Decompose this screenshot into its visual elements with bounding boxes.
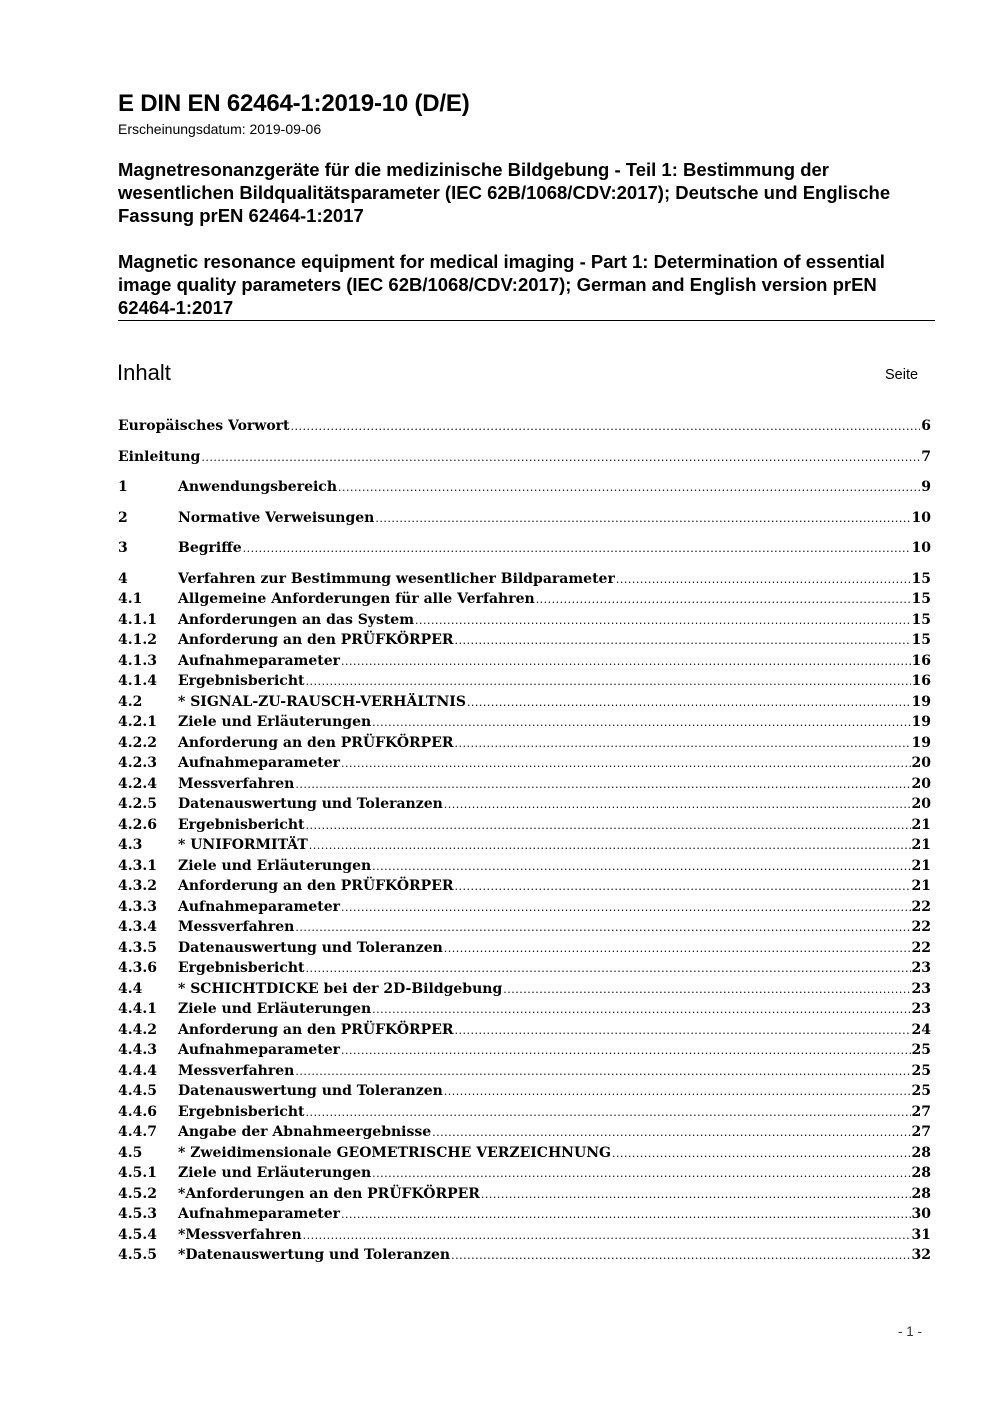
toc-dot-leader <box>303 1227 911 1243</box>
toc-entry-title: *Anforderungen an den PRÜFKÖRPER <box>178 1185 480 1202</box>
toc-entry[interactable] <box>118 1083 931 1103</box>
toc-entry[interactable] <box>118 940 931 960</box>
toc-entry-page: 19 <box>911 693 931 710</box>
toc-entry-number: 4.1.2 <box>118 632 157 648</box>
toc-entry-page: 31 <box>911 1226 931 1243</box>
toc-dot-leader <box>341 755 911 771</box>
toc-entry-page: 21 <box>911 878 931 894</box>
toc-entry-title: Ziele und Erläuterungen <box>178 1001 372 1017</box>
toc-entry-title: *Datenauswertung und Toleranzen <box>178 1247 451 1263</box>
toc-entry-page: 15 <box>911 591 931 607</box>
toc-entry-number: 4.2.3 <box>118 755 157 771</box>
toc-dot-leader <box>201 449 920 465</box>
toc-entry-number: 4.3.4 <box>118 919 157 935</box>
toc-entry-number: 3 <box>118 540 128 556</box>
toc-dot-leader <box>305 817 910 833</box>
toc-entry[interactable] <box>118 858 931 878</box>
publication-date: Erscheinungsdatum: 2019-09-06 <box>118 121 322 137</box>
toc-dot-leader <box>372 858 910 874</box>
toc-dot-leader <box>295 776 910 792</box>
toc-entry-page: 16 <box>911 673 931 689</box>
toc-entry-title: * SCHICHTDICKE bei der 2D-Bildgebung <box>178 980 503 997</box>
toc-entry-number: 4.5.4 <box>118 1226 157 1243</box>
toc-entry-title: Einleitung <box>118 448 201 465</box>
toc-entry-title: Ergebnisbericht <box>178 673 305 689</box>
toc-dot-leader <box>341 1042 911 1058</box>
toc-entry-title: Anforderungen an das System <box>178 611 415 628</box>
toc-entry-title: Aufnahmeparameter <box>178 1206 340 1222</box>
toc-dot-leader <box>612 1145 911 1161</box>
toc-dot-leader <box>309 837 911 853</box>
toc-entry-page: 15 <box>911 632 931 648</box>
toc-entry-number: 4.4.3 <box>118 1042 157 1058</box>
toc-dot-leader <box>481 1186 911 1202</box>
toc-dot-leader <box>291 418 921 434</box>
toc-dot-leader <box>415 612 911 628</box>
toc-dot-leader <box>455 1022 911 1038</box>
toc-entry[interactable] <box>118 960 931 980</box>
toc-entry[interactable] <box>118 714 931 734</box>
toc-entry-page: 22 <box>911 919 931 935</box>
toc-entry-title: Ziele und Erläuterungen <box>178 714 372 730</box>
toc-dot-leader <box>444 1083 911 1099</box>
title-english: Magnetic resonance equipment for medical imaging - Part 1: Determination of essential image quality parameters (IEC 62B/1068/CDV:2017); German and English version prEN 62464-1:2017 <box>118 251 885 318</box>
toc-entry[interactable] <box>118 510 931 530</box>
title-german: Magnetresonanzgeräte für die medizinische Bildgebung - Teil 1: Bestimmung der wesentlichen Bildqualitätsparameter (IEC 62B/1068/CDV:2017); Deutsche und Englische Fassung prEN 62464-1:2017 <box>118 159 891 226</box>
toc-entry-title: Begriffe <box>178 540 242 556</box>
toc-dot-leader <box>305 960 910 976</box>
toc-entry-title: Datenauswertung und Toleranzen <box>178 939 443 956</box>
toc-entry-page: 10 <box>911 509 931 526</box>
toc-entry-number: 4.5.1 <box>118 1165 157 1181</box>
toc-entry[interactable] <box>118 919 931 939</box>
toc-entry-number: 4.4.2 <box>118 1021 157 1038</box>
toc-entry[interactable] <box>118 899 931 919</box>
toc-entry-number: 1 <box>118 479 128 495</box>
toc-entry-title: Ziele und Erläuterungen <box>178 857 372 874</box>
toc-entry-title: * UNIFORMITÄT <box>178 837 308 853</box>
toc-entry-title: * SIGNAL-ZU-RAUSCH-VERHÄLTNIS <box>178 693 466 710</box>
toc-entry-page: 27 <box>911 1103 931 1120</box>
toc-entry[interactable] <box>118 612 931 632</box>
toc-entry-number: 4.2.6 <box>118 816 157 833</box>
toc-entry-page: 15 <box>911 570 931 587</box>
toc-entry-number: 4.5.3 <box>118 1206 157 1222</box>
toc-entry-title: Messverfahren <box>178 1062 295 1079</box>
toc-entry-title: Datenauswertung und Toleranzen <box>178 1083 443 1099</box>
toc-entry-number: 4.3.1 <box>118 857 157 874</box>
toc-entry-page: 20 <box>911 775 931 792</box>
toc-entry-page: 20 <box>911 796 931 812</box>
toc-entry-number: 4.2 <box>118 693 143 710</box>
toc-entry-page: 7 <box>921 448 931 465</box>
toc-entry[interactable] <box>118 673 931 693</box>
toc-entry-title: Normative Verweisungen <box>178 509 375 526</box>
toc-entry-number: 4.1.1 <box>118 611 157 628</box>
toc-entry-page: 22 <box>911 898 931 915</box>
toc-entry[interactable] <box>118 1206 931 1226</box>
toc-dot-leader <box>338 479 920 495</box>
document-id: E DIN EN 62464-1:2019-10 (D/E) <box>118 90 470 117</box>
toc-dot-leader <box>536 591 911 607</box>
toc-dot-leader <box>444 940 911 956</box>
toc-dot-leader <box>432 1124 910 1140</box>
toc-dot-leader <box>243 540 911 556</box>
toc-entry-title: Messverfahren <box>178 775 295 792</box>
toc-entry-title: Verfahren zur Bestimmung wesentlicher Bildparameter <box>178 570 615 587</box>
toc-entry-number: 4.1.3 <box>118 652 157 669</box>
toc-entry-title: Aufnahmeparameter <box>178 898 340 915</box>
toc-entry-title: Aufnahmeparameter <box>178 755 340 771</box>
toc-entry-number: 4.4.5 <box>118 1083 157 1099</box>
toc-entry-title: Ergebnisbericht <box>178 816 305 833</box>
toc-entry[interactable] <box>118 1022 931 1042</box>
toc-entry[interactable] <box>118 878 931 898</box>
toc-entry-number: 4.4.1 <box>118 1001 157 1017</box>
toc-entry-page: 20 <box>911 755 931 771</box>
toc-entry-number: 4.2.5 <box>118 796 157 812</box>
toc-entry-title: Anforderung an den PRÜFKÖRPER <box>178 632 454 648</box>
toc-dot-leader <box>295 919 910 935</box>
toc-entry[interactable] <box>118 1063 931 1083</box>
toc-dot-leader <box>455 632 911 648</box>
toc-dot-leader <box>372 1165 910 1181</box>
toc-entry-page: 25 <box>911 1083 931 1099</box>
toc-entry-title: Angabe der Abnahmeergebnisse <box>178 1124 432 1140</box>
toc-entry-page: 28 <box>911 1185 931 1202</box>
toc-entry-page: 25 <box>911 1042 931 1058</box>
toc-entry[interactable] <box>118 755 931 775</box>
toc-entry-number: 2 <box>118 509 128 526</box>
toc-entry[interactable] <box>118 735 931 755</box>
toc-entry[interactable] <box>118 1124 931 1144</box>
toc-entry-page: 23 <box>911 980 931 997</box>
toc-entry[interactable] <box>118 694 931 714</box>
toc-dot-leader <box>305 1104 910 1120</box>
toc-entry-number: 4.3.6 <box>118 960 157 976</box>
toc-entry-title: Ziele und Erläuterungen <box>178 1165 372 1181</box>
toc-dot-leader <box>503 981 910 997</box>
toc-entry[interactable] <box>118 540 931 560</box>
toc-dot-leader <box>372 1001 910 1017</box>
toc-entry-title: Anforderung an den PRÜFKÖRPER <box>178 734 454 751</box>
toc-entry[interactable] <box>118 418 931 438</box>
toc-entry-page: 9 <box>921 479 931 495</box>
toc-entry-page: 21 <box>911 857 931 874</box>
toc-entry-page: 32 <box>911 1247 931 1263</box>
toc-entry-title: Anwendungsbereich <box>178 479 337 495</box>
toc-entry-page: 21 <box>911 837 931 853</box>
toc-entry[interactable] <box>118 1186 931 1206</box>
toc-entry-number: 4.1.4 <box>118 673 157 689</box>
toc-dot-leader <box>372 714 910 730</box>
toc-entry[interactable] <box>118 1104 931 1124</box>
toc-entry[interactable] <box>118 653 931 673</box>
toc-entry[interactable] <box>118 837 931 857</box>
toc-entry-page: 23 <box>911 1001 931 1017</box>
toc-entry-number: 4.4 <box>118 980 143 997</box>
toc-entry-page: 10 <box>911 540 931 556</box>
toc-entry[interactable] <box>118 1042 931 1062</box>
toc-entry-page: 27 <box>911 1124 931 1140</box>
toc-entry-title: Europäisches Vorwort <box>118 418 290 434</box>
toc-entry-number: 4.3.3 <box>118 898 157 915</box>
toc-entry-number: 4.2.1 <box>118 714 157 730</box>
toc-dot-leader <box>444 796 911 812</box>
toc-dot-leader <box>341 1206 911 1222</box>
toc-entry[interactable] <box>118 1001 931 1021</box>
toc-entry[interactable] <box>118 632 931 652</box>
toc-dot-leader <box>455 735 911 751</box>
toc-entry-number: 4.3 <box>118 837 143 853</box>
toc-entry[interactable] <box>118 449 931 469</box>
toc-entry-page: 19 <box>911 734 931 751</box>
toc-entry-title: Aufnahmeparameter <box>178 652 340 669</box>
toc-dot-leader <box>341 899 911 915</box>
toc-dot-leader <box>451 1247 910 1263</box>
toc-entry-number: 4.5.5 <box>118 1247 157 1263</box>
toc-entry[interactable] <box>118 1145 931 1165</box>
toc-entry-number: 4.5 <box>118 1144 143 1161</box>
toc-dot-leader <box>616 571 911 587</box>
toc-entry-number: 4.5.2 <box>118 1185 157 1202</box>
toc-entry-title: Messverfahren <box>178 919 295 935</box>
toc-dot-leader <box>375 510 910 526</box>
toc-entry-page: 23 <box>911 960 931 976</box>
toc-entry-page: 28 <box>911 1144 931 1161</box>
toc-entry-number: 4.2.4 <box>118 775 157 792</box>
toc-entry-page: 21 <box>911 816 931 833</box>
toc-entry-title: *Messverfahren <box>178 1226 302 1243</box>
toc-dot-leader <box>341 653 911 669</box>
toc-entry-page: 25 <box>911 1062 931 1079</box>
toc-entry[interactable] <box>118 479 931 499</box>
toc-entry[interactable] <box>118 591 931 611</box>
toc-entry-page: 28 <box>911 1165 931 1181</box>
toc-dot-leader <box>295 1063 910 1079</box>
toc-entry-page: 19 <box>911 714 931 730</box>
toc-entry[interactable] <box>118 776 931 796</box>
toc-entry[interactable] <box>118 981 931 1001</box>
toc-entry-title: Ergebnisbericht <box>178 1103 305 1120</box>
toc-dot-leader <box>455 878 911 894</box>
toc-entry-number: 4.2.2 <box>118 734 157 751</box>
header-divider <box>118 320 935 321</box>
toc-entry-number: 4.1 <box>118 591 143 607</box>
toc-entry-page: 16 <box>911 652 931 669</box>
toc-entry-page: 22 <box>911 939 931 956</box>
toc-entry-number: 4.3.5 <box>118 939 157 956</box>
toc-heading: Inhalt <box>117 360 171 385</box>
toc-entry[interactable] <box>118 1227 931 1247</box>
toc-entry-title: Anforderung an den PRÜFKÖRPER <box>178 878 454 894</box>
toc-entry-title: Anforderung an den PRÜFKÖRPER <box>178 1021 454 1038</box>
toc-entry[interactable] <box>118 817 931 837</box>
toc-entry[interactable] <box>118 1165 931 1185</box>
toc-entry-page: 30 <box>911 1206 931 1222</box>
toc-entry-title: Allgemeine Anforderungen für alle Verfahren <box>178 591 535 607</box>
toc-entry-number: 4.4.6 <box>118 1103 157 1120</box>
toc-entry[interactable] <box>118 1247 931 1267</box>
page-number: - 1 - <box>898 1324 923 1339</box>
toc-dot-leader <box>305 673 910 689</box>
toc-entry-page: 6 <box>921 418 931 434</box>
toc-entry-page: 24 <box>911 1021 931 1038</box>
toc-entry-title: Datenauswertung und Toleranzen <box>178 796 443 812</box>
toc-entry-number: 4.4.4 <box>118 1062 157 1079</box>
toc-entry-title: Aufnahmeparameter <box>178 1042 340 1058</box>
toc-entry-title: * Zweidimensionale GEOMETRISCHE VERZEICHNUNG <box>178 1144 611 1161</box>
toc-entry-number: 4 <box>118 570 128 587</box>
toc-entry-page: 15 <box>911 611 931 628</box>
toc-entry[interactable] <box>118 571 931 591</box>
toc-page-label: Seite <box>885 367 919 383</box>
toc-entry-number: 4.3.2 <box>118 878 157 894</box>
toc-entry-title: Ergebnisbericht <box>178 960 305 976</box>
toc-dot-leader <box>467 694 911 710</box>
toc-entry[interactable] <box>118 796 931 816</box>
toc-entry-number: 4.4.7 <box>118 1124 157 1140</box>
